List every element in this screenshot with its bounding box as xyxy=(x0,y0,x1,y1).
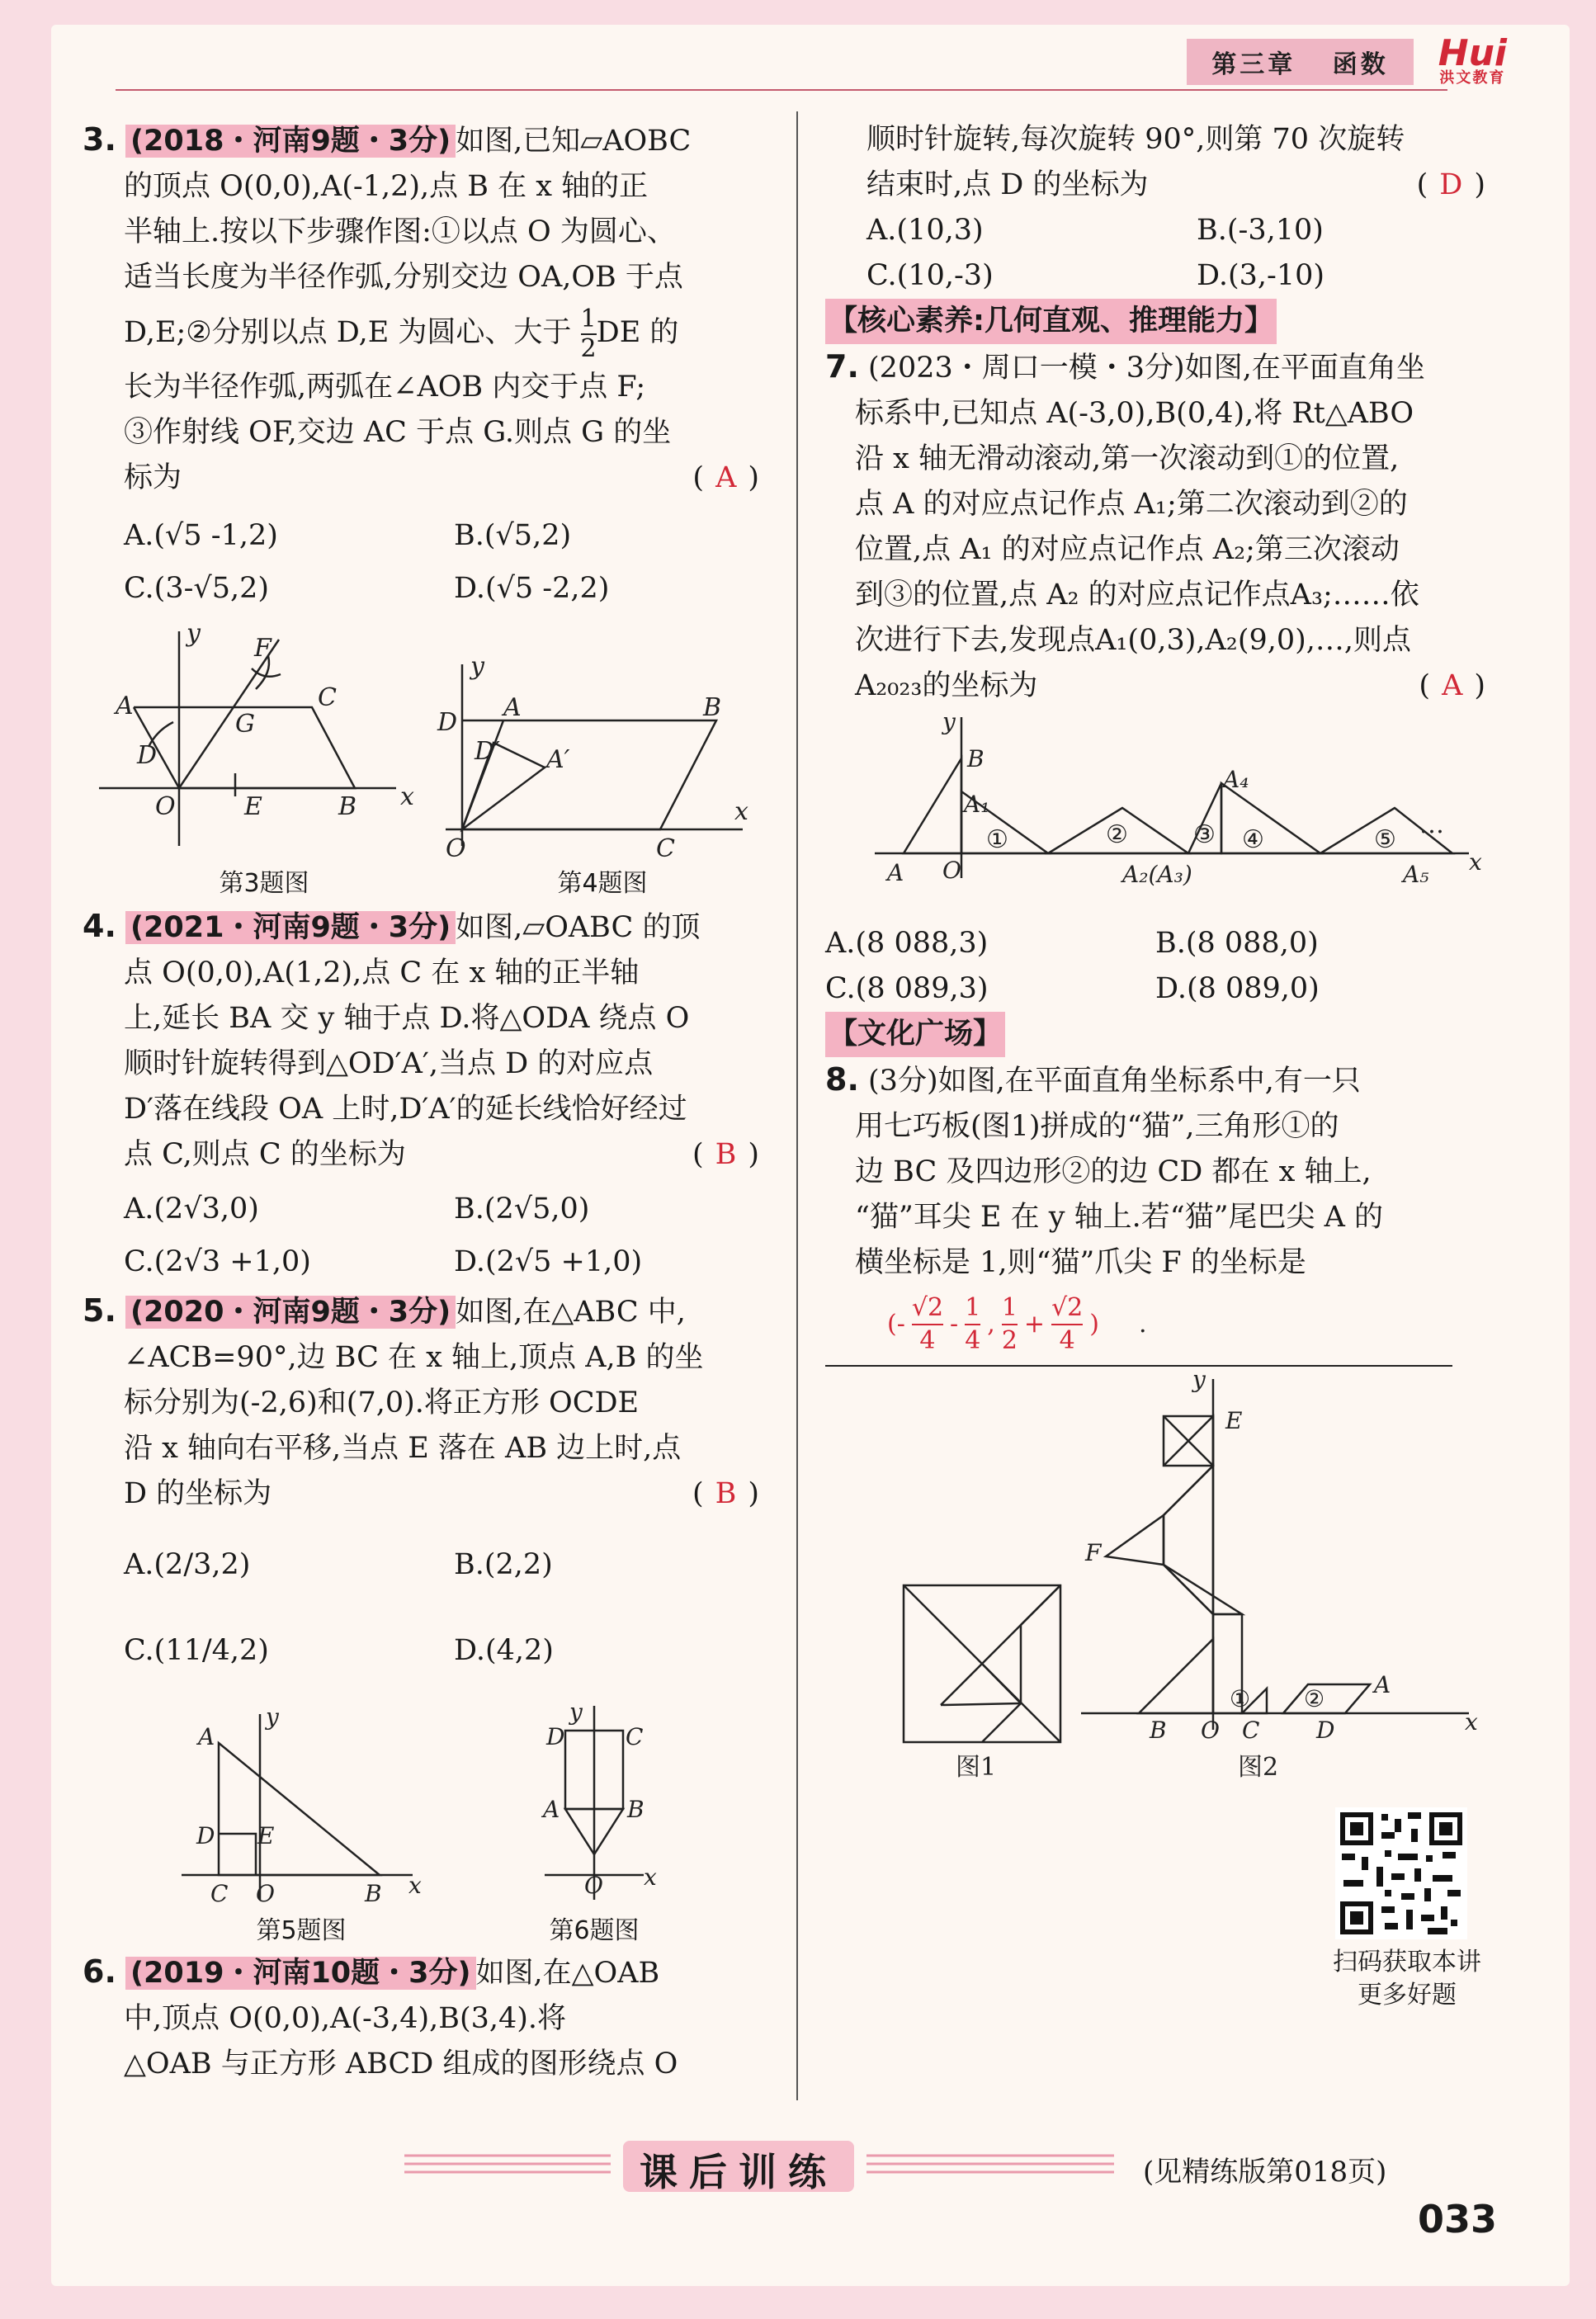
label-a5: A₅ xyxy=(1403,861,1429,888)
label-e: E xyxy=(257,1822,275,1849)
cat-leg xyxy=(1139,1639,1213,1713)
answer-choice: B xyxy=(715,1138,737,1171)
label-x: x xyxy=(734,797,748,826)
question-line: ∠ACB=90°,边 BC 在 x 轴上,顶点 A,B 的坐 xyxy=(124,1341,704,1374)
option-b: B.(2√5,0) xyxy=(454,1193,590,1226)
question-line: △OAB 与正方形 ABCD 组成的图形绕点 O xyxy=(124,2047,678,2080)
answer-choice: A xyxy=(1442,669,1463,702)
options-grid xyxy=(83,1522,759,1693)
figure-1-caption: 图1 xyxy=(956,1753,997,1782)
label-e: E xyxy=(244,792,262,821)
qr-code[interactable] xyxy=(1335,1807,1467,1939)
label-a4: A₄ xyxy=(1223,766,1249,793)
figure-5-6-diagram xyxy=(83,1702,759,1908)
tangram-line xyxy=(1021,1585,1060,1625)
fraction-numerator: 1 xyxy=(1002,1292,1018,1325)
fraction-numerator: 1 xyxy=(580,304,597,333)
question-line: 适当长度为半径作弧,分别交边 OA,OB 于点 xyxy=(124,261,683,294)
question-line: A₂₀₂₃的坐标为 xyxy=(855,669,1038,702)
figure-5-caption: 第5题图 xyxy=(256,1916,347,1945)
label-b: B xyxy=(967,745,985,772)
answer-plus: + xyxy=(1023,1310,1046,1339)
question-line: 如图,在△OAB xyxy=(475,1957,660,1990)
label-b: B xyxy=(338,792,357,821)
label-y: y xyxy=(569,1702,583,1726)
label-a: A xyxy=(1374,1671,1391,1698)
label-a2-a3: A₂(A₃) xyxy=(1122,861,1192,888)
option-c: C.(3-√5,2) xyxy=(124,572,270,605)
answer-fraction xyxy=(1051,1292,1083,1357)
page-number: 033 xyxy=(1417,2197,1497,2241)
question-line: 如图,▱OABC 的顶 xyxy=(456,911,701,944)
question-line: 点 A 的对应点记作点 A₁;第二次滚动到②的 xyxy=(855,488,1408,521)
label-circle-2: ② xyxy=(1106,820,1128,849)
question-source: (2021・河南9题・3分) xyxy=(125,911,456,944)
figures-3-4 xyxy=(83,623,759,904)
label-a-prime: A′ xyxy=(546,745,570,774)
question-line: 点 C,则点 C 的坐标为 xyxy=(124,1138,406,1171)
label-o: O xyxy=(155,792,176,821)
triangle-4 xyxy=(1221,783,1320,853)
triangle-abc xyxy=(219,1743,380,1875)
answer-fraction xyxy=(1002,1292,1018,1357)
question-line: 沿 x 轴无滑动滚动,第一次滚动到①的位置, xyxy=(855,442,1400,475)
question-line: 到③的位置,点 A₂ 的对应点记作点A₃;……依 xyxy=(855,579,1419,612)
label-circle-2: ② xyxy=(1304,1685,1325,1712)
fraction-numerator: √2 xyxy=(912,1292,943,1325)
question-number: 7. xyxy=(825,348,859,385)
figures-5-6 xyxy=(83,1702,759,1949)
label-x: x xyxy=(408,1872,422,1899)
label-e: E xyxy=(1225,1407,1243,1434)
logo-text: Hui xyxy=(1438,32,1507,74)
answer-bracket: ( D ) xyxy=(1416,168,1485,201)
label-y: y xyxy=(470,652,484,681)
fraction-denominator: 4 xyxy=(965,1326,981,1355)
chapter-label xyxy=(1187,39,1413,85)
label-y: y xyxy=(1192,1367,1206,1393)
label-y: y xyxy=(266,1703,279,1731)
option-d: D.(√5 -2,2) xyxy=(454,572,610,605)
tangram-line xyxy=(982,1664,1021,1703)
options-grid xyxy=(83,1183,759,1288)
figure-4-caption: 第4题图 xyxy=(557,869,648,898)
parallelogram-oabc xyxy=(462,720,716,829)
header-rule xyxy=(116,89,1447,91)
question-line: 半轴上.按以下步骤作图:①以点 O 为圆心、 xyxy=(124,215,676,248)
fraction-denominator: 2 xyxy=(580,333,597,363)
figure-3-diagram xyxy=(83,623,759,862)
section-heading-culture: 【文化广场】 xyxy=(825,1012,1005,1057)
answer-choice: D xyxy=(1439,168,1463,201)
label-x: x xyxy=(1469,848,1482,876)
option-a: A.(√5 -1,2) xyxy=(124,519,278,552)
label-c: C xyxy=(656,834,675,862)
label-c: C xyxy=(210,1880,229,1907)
question-line: D′落在线段 OA 上时,D′A′的延长线恰好经过 xyxy=(124,1093,687,1126)
label-ellipsis: … xyxy=(1419,810,1444,839)
label-b: B xyxy=(627,1796,645,1823)
answer-bracket: ( A ) xyxy=(692,461,759,494)
question-line: 长为半径作弧,两弧在∠AOB 内交于点 F; xyxy=(124,371,646,404)
question-line: 如图,已知▱AOBC xyxy=(456,125,692,158)
question-3 xyxy=(83,117,759,615)
figure-2-caption: 图2 xyxy=(1238,1753,1279,1782)
label-a: A xyxy=(543,1796,560,1823)
tangram-line xyxy=(982,1703,1021,1742)
answer-8: (- $\frac{√2}{4}$ - $\frac{1}{4}$ , $\frac{1}{2}$ + $\frac{√2}{4}$ ) . xyxy=(887,1293,1147,1355)
question-line: 沿 x 轴向右平移,当点 E 落在 AB 边上时,点 xyxy=(124,1432,682,1465)
figure-6-caption: 第6题图 xyxy=(549,1916,640,1945)
label-c: C xyxy=(626,1723,644,1750)
section-heading-core: 【核心素养:几何直观、推理能力】 xyxy=(825,299,1277,344)
label-x: x xyxy=(1465,1708,1478,1736)
answer-comma: , xyxy=(987,1310,995,1339)
answer-minus: - xyxy=(950,1310,959,1339)
tangram-cat xyxy=(1081,1379,1469,1730)
option-d: D.(2√5 +1,0) xyxy=(454,1245,643,1278)
figure-7-diagram xyxy=(825,709,1485,907)
brand-logo xyxy=(1438,32,1507,87)
label-b: B xyxy=(703,693,722,722)
label-o: O xyxy=(446,834,466,862)
question-line: 横坐标是 1,则“猫”爪尖 F 的坐标是 xyxy=(855,1246,1306,1279)
answer-close: ) xyxy=(1089,1310,1099,1339)
question-source: (2018・河南9题・3分) xyxy=(125,125,456,158)
label-a1: A₁ xyxy=(964,791,990,818)
answer-fraction xyxy=(965,1292,980,1357)
footer-reference: (见精练版第018页) xyxy=(1143,2156,1387,2189)
option-d: D.(8 089,0) xyxy=(1155,972,1320,1005)
option-c: C.(2√3 +1,0) xyxy=(124,1245,311,1278)
question-number: 4. xyxy=(83,908,116,944)
label-f: F xyxy=(254,634,272,663)
option-b: B.(-3,10) xyxy=(1197,214,1324,247)
footer-title: 课后训练 xyxy=(640,2150,838,2194)
fraction-denominator: 2 xyxy=(1001,1326,1018,1355)
label-c: C xyxy=(1242,1717,1260,1744)
option-a: A.(2/3,2) xyxy=(124,1548,251,1581)
question-line: 点 O(0,0),A(1,2),点 C 在 x 轴的正半轴 xyxy=(124,956,640,989)
fraction-denominator: 4 xyxy=(1059,1326,1075,1355)
question-line: 位置,点 A₁ 的对应点记作点 A₂;第三次滚动 xyxy=(855,533,1400,566)
label-g: G xyxy=(235,710,255,739)
question-source: (2020・河南9题・3分) xyxy=(125,1296,456,1329)
question-source: (2019・河南10题・3分) xyxy=(125,1957,475,1990)
question-line: 如图,在平面直角坐 xyxy=(1184,352,1425,385)
question-source: (2023・周口一模・3分) xyxy=(868,352,1185,385)
label-o: O xyxy=(1201,1717,1220,1744)
option-b: B.(8 088,0) xyxy=(1155,927,1319,960)
label-d: D xyxy=(1316,1717,1335,1744)
figure-3-caption: 第3题图 xyxy=(219,869,309,898)
label-y: y xyxy=(942,709,956,735)
label-f: F xyxy=(1085,1539,1102,1566)
option-c: C.(10,-3) xyxy=(866,259,994,292)
left-column xyxy=(83,117,759,2087)
question-line: ③作射线 OF,交边 AC 于点 G.则点 G 的坐 xyxy=(124,416,672,449)
option-c: C.(11/4,2) xyxy=(124,1634,269,1667)
option-b: B.(√5,2) xyxy=(454,519,572,552)
question-7 xyxy=(825,344,1485,1012)
qr-caption-line: 更多好题 xyxy=(1358,1981,1457,2010)
label-d: D xyxy=(437,708,458,737)
label-o: O xyxy=(256,1880,275,1907)
question-line: D 的坐标为 xyxy=(124,1477,272,1510)
answer-fraction xyxy=(912,1292,943,1357)
label-a: A xyxy=(887,859,904,886)
question-line: 标分别为(-2,6)和(7,0).将正方形 OCDE xyxy=(124,1386,640,1419)
label-circle-4: ④ xyxy=(1242,825,1264,854)
page-header xyxy=(1187,32,1507,89)
label-d: D xyxy=(196,1822,215,1849)
question-line: 标系中,已知点 A(-3,0),B(0,4),将 Rt△ABO xyxy=(855,397,1414,430)
option-a: A.(8 088,3) xyxy=(825,927,989,960)
label-o: O xyxy=(584,1872,603,1899)
column-divider xyxy=(796,111,798,2100)
question-line: 中,顶点 O(0,0),A(-3,4),B(3,4).将 xyxy=(124,2002,567,2035)
question-line: 上,延长 BA 交 y 轴于点 D.将△ODA 绕点 O xyxy=(124,1002,690,1035)
question-line: “猫”耳尖 E 在 y 轴上.若“猫”尾巴尖 A 的 xyxy=(855,1201,1384,1234)
question-8 xyxy=(825,1057,1485,1810)
question-line: 的顶点 O(0,0),A(-1,2),点 B 在 x 轴的正 xyxy=(124,170,649,203)
question-line: 如图,在平面直角坐标系中,有一只 xyxy=(937,1065,1361,1098)
question-number: 8. xyxy=(825,1061,859,1098)
label-a: A xyxy=(503,693,522,722)
option-c: C.(8 089,3) xyxy=(825,972,989,1005)
answer-bracket: ( B ) xyxy=(692,1138,759,1171)
label-x: x xyxy=(400,782,414,811)
question-line: D,E;②分别以点 D,E 为圆心、大于 xyxy=(124,316,572,349)
label-a: A xyxy=(116,692,134,720)
label-a: A xyxy=(198,1723,215,1750)
label-d: D xyxy=(137,741,158,770)
label-circle-3: ③ xyxy=(1193,820,1216,849)
options-grid xyxy=(825,208,1485,299)
triangle-abo xyxy=(904,758,961,853)
answer-choice: B xyxy=(715,1477,737,1510)
fraction-numerator: √2 xyxy=(1051,1292,1083,1325)
tangram-line xyxy=(941,1703,1021,1705)
answer-choice: A xyxy=(715,461,737,494)
question-line: 顺时针旋转得到△OD′A′,当点 D 的对应点 xyxy=(124,1047,654,1080)
label-d-prime: D′ xyxy=(475,737,500,766)
cat-paw xyxy=(1106,1515,1164,1565)
question-5 xyxy=(83,1288,759,1693)
quad-2-piece xyxy=(1283,1684,1370,1713)
question-line: 顺时针旋转,每次旋转 90°,则第 70 次旋转 xyxy=(866,123,1405,156)
question-number: 5. xyxy=(83,1292,116,1329)
right-column xyxy=(825,117,1485,1810)
question-4 xyxy=(83,904,759,1288)
label-y: y xyxy=(187,623,201,648)
tangram-square xyxy=(904,1585,1060,1742)
question-line: 结束时,点 D 的坐标为 xyxy=(866,168,1149,201)
logo-subtext: 洪文教育 xyxy=(1439,69,1506,87)
square-ocde xyxy=(219,1834,256,1875)
option-a: A.(2√3,0) xyxy=(124,1193,259,1226)
label-x: x xyxy=(644,1863,657,1891)
question-line: 次进行下去,发现点A₁(0,3),A₂(9,0),…,则点 xyxy=(855,624,1412,657)
chapter-text: 第三章 xyxy=(1211,50,1296,79)
figure-8-diagram xyxy=(825,1367,1485,1796)
options-grid xyxy=(83,509,759,615)
label-c: C xyxy=(318,683,337,712)
fraction-denominator: 4 xyxy=(919,1326,936,1355)
question-line: 如图,在△ABC 中, xyxy=(456,1296,686,1329)
fraction-numerator: 1 xyxy=(965,1292,980,1325)
option-a: A.(10,3) xyxy=(866,214,984,247)
question-line: 标为 xyxy=(124,461,182,494)
question-line: 用七巧板(图1)拼成的“猫”,三角形①的 xyxy=(855,1110,1339,1143)
label-circle-1: ① xyxy=(986,825,1008,854)
answer-bracket: ( B ) xyxy=(692,1477,759,1510)
qr-caption-line: 扫码获取本讲 xyxy=(1333,1948,1481,1977)
label-b: B xyxy=(365,1880,382,1907)
label-o: O xyxy=(942,857,961,884)
label-b: B xyxy=(1150,1717,1167,1744)
answer-bracket: ( A ) xyxy=(1419,669,1485,702)
answer-open: (- xyxy=(887,1310,905,1339)
label-circle-1: ① xyxy=(1230,1685,1251,1712)
section-text: 函数 xyxy=(1332,50,1389,79)
question-line: 边 BC 及四边形②的边 CD 都在 x 轴上, xyxy=(855,1155,1372,1188)
question-6 xyxy=(83,1949,759,2087)
question-number: 6. xyxy=(83,1953,116,1990)
fraction-half xyxy=(581,305,597,363)
option-d: D.(3,-10) xyxy=(1197,259,1325,292)
label-d: D xyxy=(546,1723,565,1750)
question-6-continued xyxy=(825,117,1485,299)
question-source: (3分) xyxy=(868,1065,938,1098)
option-d: D.(4,2) xyxy=(454,1634,554,1667)
option-b: B.(2,2) xyxy=(454,1548,553,1581)
question-number: 3. xyxy=(83,121,116,158)
question-line: DE 的 xyxy=(596,316,679,349)
label-circle-5: ⑤ xyxy=(1374,825,1396,854)
cat-body xyxy=(1164,1565,1242,1614)
qr-caption xyxy=(1304,1946,1510,2012)
options-grid xyxy=(825,921,1485,1012)
